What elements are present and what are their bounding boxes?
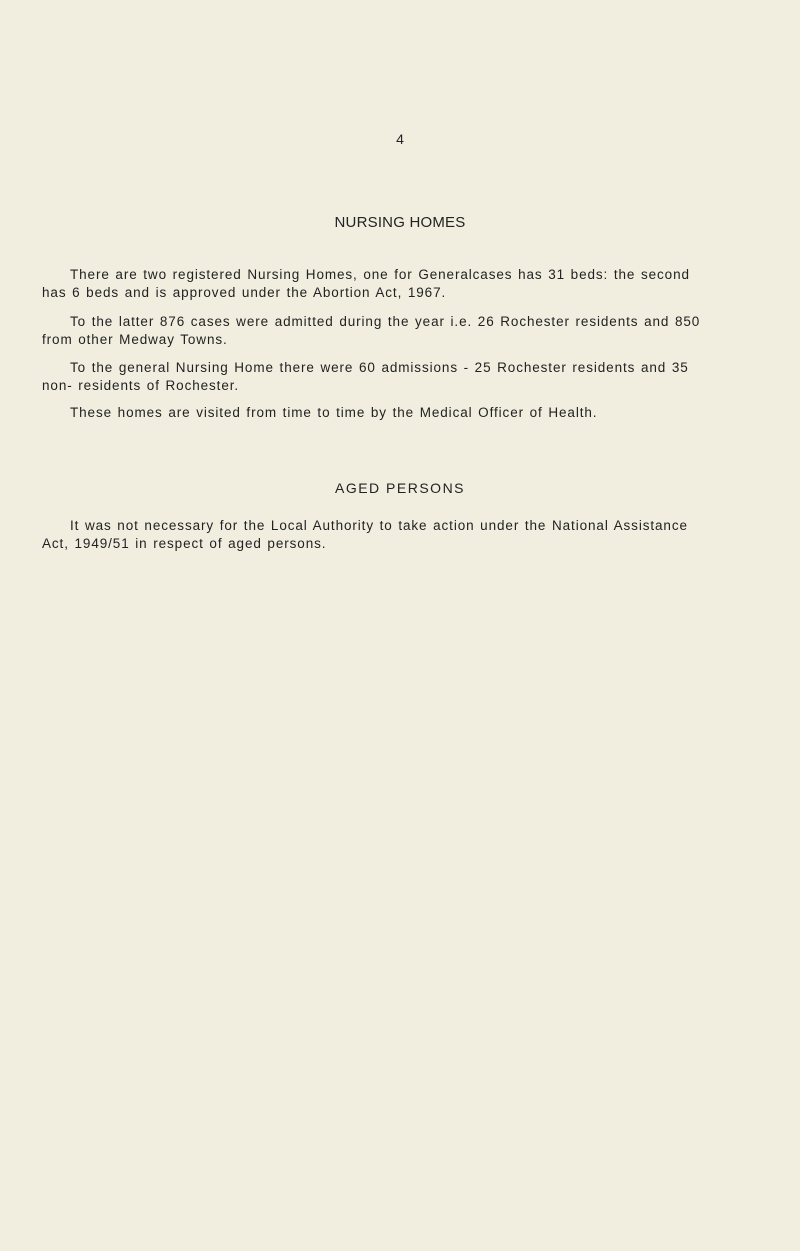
paragraph-nursing-homes-registered (42, 266, 702, 302)
paragraph-aged-persons (42, 517, 702, 553)
paragraph-text: There are two registered Nursing Homes, one for Generalcases has 31 beds: the second has 6 beds and is approved under the Abortion Act, 1967. (42, 267, 690, 300)
paragraph-text: These homes are visited from time to time by the Medical Officer of Health. (70, 405, 598, 420)
paragraph-text: It was not necessary for the Local Authority to take action under the National Assistance Act, 1949/51 in respect of aged persons. (42, 518, 688, 551)
paragraph-visits (42, 404, 702, 422)
paragraph-text: To the general Nursing Home there were 60 admissions - 25 Rochester residents and 35 non- residents of Rochester. (42, 360, 689, 393)
paragraph-cases-admitted (42, 313, 702, 349)
page-number: 4 (396, 131, 404, 147)
paragraph-general-admissions (42, 359, 702, 395)
section-title-nursing-homes: NURSING HOMES (334, 214, 466, 231)
paragraph-text: To the latter 876 cases were admitted during the year i.e. 26 Rochester residents and 850 from other Medway Towns. (42, 314, 701, 347)
section-title-aged-persons: AGED PERSONS (334, 480, 466, 496)
